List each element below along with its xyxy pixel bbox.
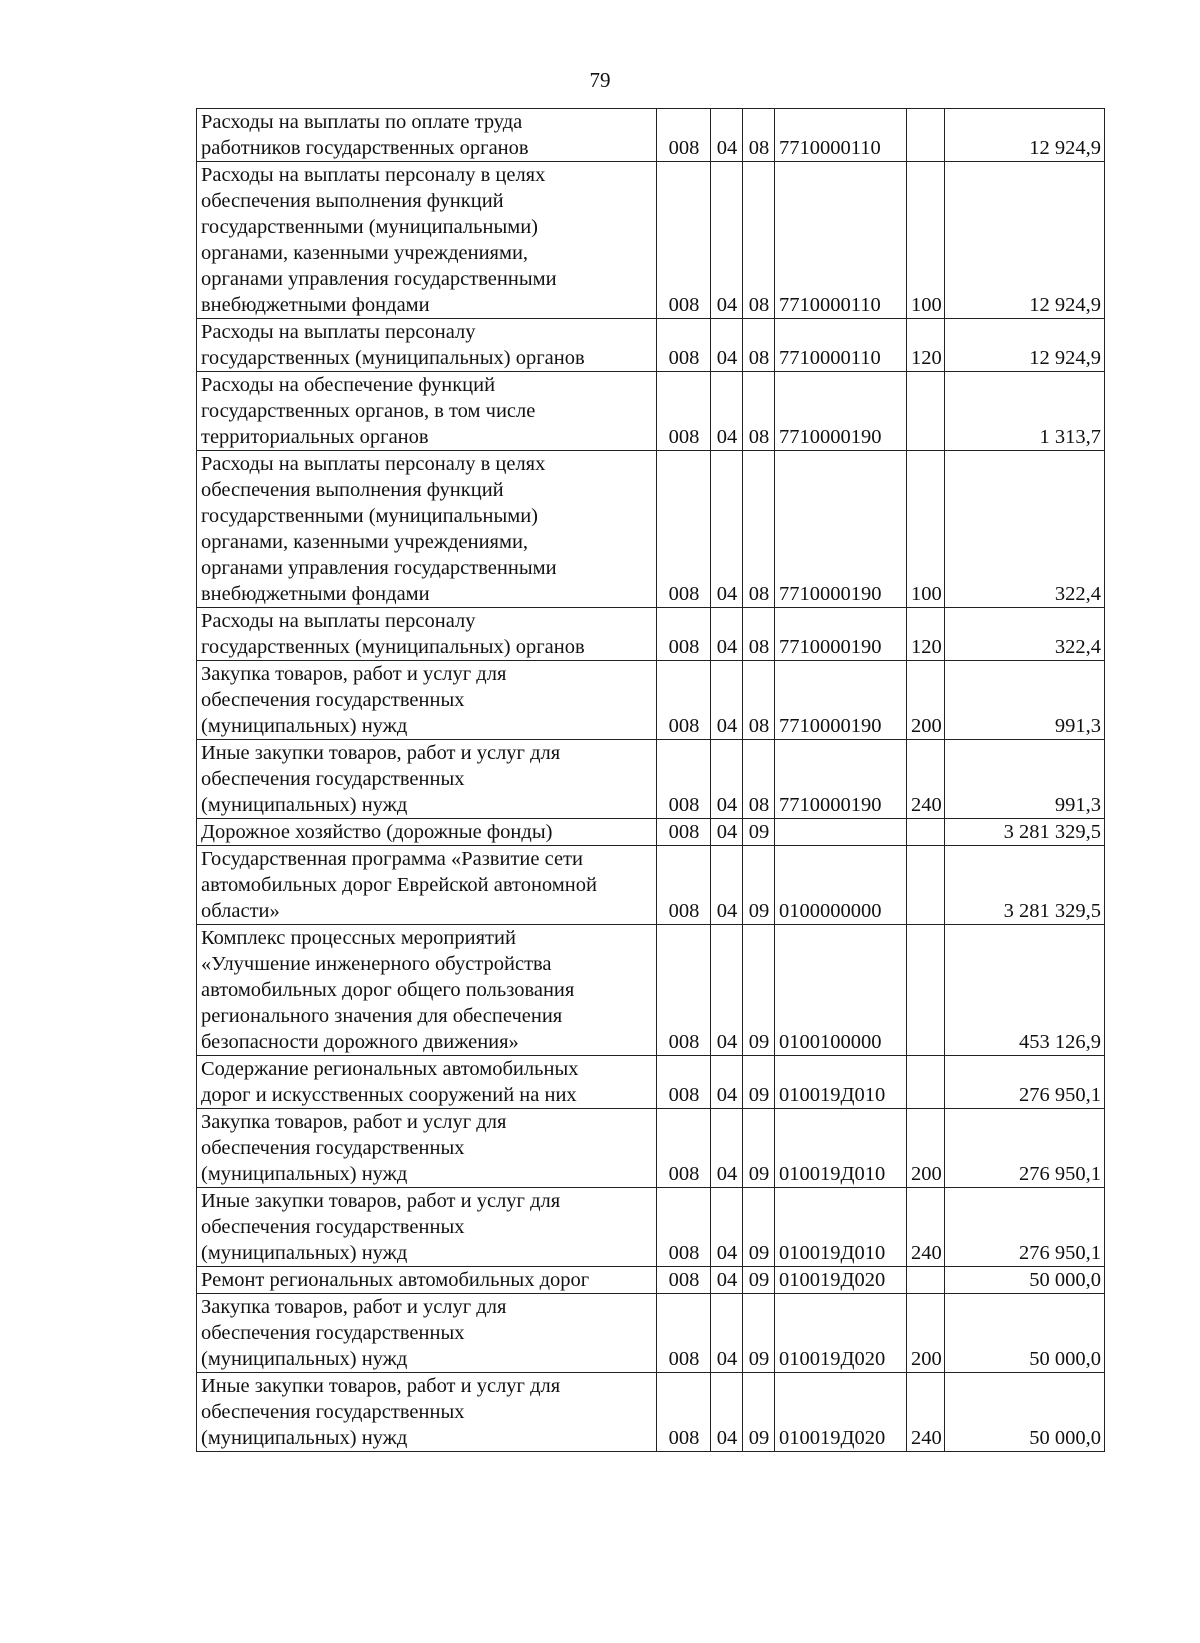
item-name-line: государственными (муниципальными) xyxy=(201,505,538,527)
dept-code-cell: 008 xyxy=(657,819,711,846)
amount-cell: 3 281 329,5 xyxy=(945,819,1105,846)
table-row xyxy=(197,1373,1105,1452)
target-article-cell: 7710000190 xyxy=(775,608,907,661)
item-name-line: Расходы на выплаты персоналу в целях xyxy=(201,453,546,475)
expense-type-cell: 120 xyxy=(907,319,945,372)
item-name-line: Иные закупки товаров, работ и услуг для xyxy=(201,742,561,764)
subsection-cell: 08 xyxy=(743,608,775,661)
section-cell: 04 xyxy=(711,608,743,661)
target-article-cell: 010019Д010 xyxy=(775,1056,907,1109)
expense-type-cell xyxy=(907,372,945,451)
expense-type-cell: 240 xyxy=(907,1373,945,1452)
section-cell: 04 xyxy=(711,451,743,608)
expense-type-cell xyxy=(907,925,945,1056)
item-name-line: территориальных органов xyxy=(201,426,429,448)
item-name-cell xyxy=(197,1267,657,1294)
target-article-cell: 7710000190 xyxy=(775,661,907,740)
amount-cell: 276 950,1 xyxy=(945,1188,1105,1267)
amount-cell: 50 000,0 xyxy=(945,1294,1105,1373)
table-row xyxy=(197,740,1105,819)
expense-type-cell xyxy=(907,819,945,846)
section-cell: 04 xyxy=(711,109,743,162)
item-name-line: (муниципальных) нужд xyxy=(201,715,408,737)
expense-type-cell xyxy=(907,1267,945,1294)
dept-code-cell: 008 xyxy=(657,1294,711,1373)
item-name-cell xyxy=(197,819,657,846)
amount-cell: 3 281 329,5 xyxy=(945,846,1105,925)
item-name-line: (муниципальных) нужд xyxy=(201,1427,408,1449)
section-cell: 04 xyxy=(711,740,743,819)
amount-cell: 12 924,9 xyxy=(945,319,1105,372)
item-name-cell xyxy=(197,1294,657,1373)
target-article-cell: 7710000110 xyxy=(775,319,907,372)
target-article-cell: 7710000190 xyxy=(775,451,907,608)
item-name-line: Дорожное хозяйство (дорожные фонды) xyxy=(201,821,553,843)
expense-type-cell: 200 xyxy=(907,1109,945,1188)
section-cell: 04 xyxy=(711,846,743,925)
amount-cell: 276 950,1 xyxy=(945,1109,1105,1188)
target-article-cell: 010019Д010 xyxy=(775,1109,907,1188)
subsection-cell: 09 xyxy=(743,819,775,846)
subsection-cell: 09 xyxy=(743,1373,775,1452)
item-name-line: Иные закупки товаров, работ и услуг для xyxy=(201,1375,561,1397)
table-row xyxy=(197,608,1105,661)
expense-type-cell: 100 xyxy=(907,162,945,319)
section-cell: 04 xyxy=(711,372,743,451)
expense-type-cell: 120 xyxy=(907,608,945,661)
section-cell: 04 xyxy=(711,1188,743,1267)
item-name-cell xyxy=(197,1109,657,1188)
amount-cell: 322,4 xyxy=(945,608,1105,661)
item-name-cell xyxy=(197,846,657,925)
item-name-line: органами, казенными учреждениями, xyxy=(201,531,529,553)
item-name-line: Ремонт региональных автомобильных дорог xyxy=(201,1269,590,1291)
section-cell: 04 xyxy=(711,925,743,1056)
item-name-cell xyxy=(197,319,657,372)
item-name-cell xyxy=(197,661,657,740)
table-row xyxy=(197,162,1105,319)
dept-code-cell: 008 xyxy=(657,1056,711,1109)
expense-type-cell: 100 xyxy=(907,451,945,608)
item-name-line: обеспечения государственных xyxy=(201,1401,465,1423)
section-cell: 04 xyxy=(711,162,743,319)
target-article-cell: 010019Д020 xyxy=(775,1373,907,1452)
item-name-line: обеспечения выполнения функций xyxy=(201,479,504,501)
section-cell: 04 xyxy=(711,1373,743,1452)
amount-cell: 12 924,9 xyxy=(945,162,1105,319)
table-row xyxy=(197,1267,1105,1294)
target-article-cell: 7710000110 xyxy=(775,109,907,162)
table-row xyxy=(197,1294,1105,1373)
item-name-line: обеспечения государственных xyxy=(201,1322,465,1344)
subsection-cell: 09 xyxy=(743,925,775,1056)
item-name-cell xyxy=(197,109,657,162)
budget-table-body xyxy=(197,109,1105,1452)
item-name-cell xyxy=(197,372,657,451)
item-name-line: Закупка товаров, работ и услуг для xyxy=(201,1111,507,1133)
section-cell: 04 xyxy=(711,661,743,740)
dept-code-cell: 008 xyxy=(657,925,711,1056)
dept-code-cell: 008 xyxy=(657,1267,711,1294)
subsection-cell: 09 xyxy=(743,1109,775,1188)
item-name-line: внебюджетными фондами xyxy=(201,294,430,316)
dept-code-cell: 008 xyxy=(657,846,711,925)
subsection-cell: 08 xyxy=(743,162,775,319)
subsection-cell: 08 xyxy=(743,372,775,451)
target-article-cell: 0100000000 xyxy=(775,846,907,925)
expense-type-cell xyxy=(907,1056,945,1109)
item-name-line: (муниципальных) нужд xyxy=(201,1348,408,1370)
amount-cell: 276 950,1 xyxy=(945,1056,1105,1109)
item-name-line: органами, казенными учреждениями, xyxy=(201,242,529,264)
table-row xyxy=(197,451,1105,608)
item-name-cell xyxy=(197,162,657,319)
amount-cell: 50 000,0 xyxy=(945,1373,1105,1452)
item-name-line: автомобильных дорог Еврейской автономной xyxy=(201,874,597,896)
amount-cell: 991,3 xyxy=(945,661,1105,740)
target-article-cell: 7710000110 xyxy=(775,162,907,319)
item-name-line: «Улучшение инженерного обустройства xyxy=(201,953,552,975)
subsection-cell: 09 xyxy=(743,1294,775,1373)
table-row xyxy=(197,661,1105,740)
dept-code-cell: 008 xyxy=(657,1373,711,1452)
page-number: 79 xyxy=(589,68,611,92)
section-cell: 04 xyxy=(711,319,743,372)
expense-type-cell: 200 xyxy=(907,1294,945,1373)
dept-code-cell: 008 xyxy=(657,608,711,661)
subsection-cell: 09 xyxy=(743,1267,775,1294)
table-row xyxy=(197,372,1105,451)
item-name-cell xyxy=(197,1056,657,1109)
item-name-line: Расходы на выплаты персоналу xyxy=(201,610,476,632)
item-name-line: Иные закупки товаров, работ и услуг для xyxy=(201,1190,561,1212)
item-name-cell xyxy=(197,451,657,608)
target-article-cell: 7710000190 xyxy=(775,372,907,451)
dept-code-cell: 008 xyxy=(657,1109,711,1188)
subsection-cell: 09 xyxy=(743,1056,775,1109)
amount-cell: 1 313,7 xyxy=(945,372,1105,451)
table-row xyxy=(197,1109,1105,1188)
item-name-line: органами управления государственными xyxy=(201,268,557,290)
table-row xyxy=(197,319,1105,372)
dept-code-cell: 008 xyxy=(657,661,711,740)
expense-type-cell: 200 xyxy=(907,661,945,740)
subsection-cell: 09 xyxy=(743,1188,775,1267)
item-name-line: области» xyxy=(201,900,280,922)
dept-code-cell: 008 xyxy=(657,451,711,608)
item-name-line: Содержание региональных автомобильных xyxy=(201,1058,579,1080)
item-name-line: работников государственных органов xyxy=(201,137,529,159)
item-name-line: органами управления государственными xyxy=(201,557,557,579)
subsection-cell: 08 xyxy=(743,319,775,372)
amount-cell: 12 924,9 xyxy=(945,109,1105,162)
item-name-cell xyxy=(197,1373,657,1452)
item-name-line: дорог и искусственных сооружений на них xyxy=(201,1084,577,1106)
dept-code-cell: 008 xyxy=(657,109,711,162)
target-article-cell: 010019Д010 xyxy=(775,1188,907,1267)
item-name-line: государственных (муниципальных) органов xyxy=(201,636,585,658)
item-name-line: регионального значения для обеспечения xyxy=(201,1005,563,1027)
item-name-line: Расходы на выплаты персоналу в целях xyxy=(201,164,546,186)
amount-cell: 991,3 xyxy=(945,740,1105,819)
dept-code-cell: 008 xyxy=(657,319,711,372)
dept-code-cell: 008 xyxy=(657,162,711,319)
section-cell: 04 xyxy=(711,819,743,846)
amount-cell: 453 126,9 xyxy=(945,925,1105,1056)
subsection-cell: 08 xyxy=(743,109,775,162)
expense-type-cell: 240 xyxy=(907,740,945,819)
target-article-cell xyxy=(775,819,907,846)
item-name-line: Государственная программа «Развитие сети xyxy=(201,848,583,870)
section-cell: 04 xyxy=(711,1056,743,1109)
item-name-line: (муниципальных) нужд xyxy=(201,794,408,816)
item-name-line: обеспечения государственных xyxy=(201,1137,465,1159)
table-row xyxy=(197,1188,1105,1267)
subsection-cell: 08 xyxy=(743,661,775,740)
expense-type-cell: 240 xyxy=(907,1188,945,1267)
subsection-cell: 08 xyxy=(743,740,775,819)
dept-code-cell: 008 xyxy=(657,740,711,819)
item-name-line: обеспечения государственных xyxy=(201,689,465,711)
item-name-line: государственных (муниципальных) органов xyxy=(201,347,585,369)
budget-table xyxy=(196,108,1105,1452)
table-row xyxy=(197,925,1105,1056)
item-name-line: Закупка товаров, работ и услуг для xyxy=(201,663,507,685)
item-name-line: Расходы на выплаты по оплате труда xyxy=(201,111,523,133)
item-name-line: Расходы на выплаты персоналу xyxy=(201,321,476,343)
amount-cell: 322,4 xyxy=(945,451,1105,608)
target-article-cell: 010019Д020 xyxy=(775,1294,907,1373)
table-row xyxy=(197,819,1105,846)
item-name-line: автомобильных дорог общего пользования xyxy=(201,979,575,1001)
item-name-line: внебюджетными фондами xyxy=(201,583,430,605)
item-name-line: государственных органов, в том числе xyxy=(201,400,536,422)
subsection-cell: 08 xyxy=(743,451,775,608)
item-name-cell xyxy=(197,608,657,661)
target-article-cell: 0100100000 xyxy=(775,925,907,1056)
item-name-line: Закупка товаров, работ и услуг для xyxy=(201,1296,507,1318)
target-article-cell: 7710000190 xyxy=(775,740,907,819)
item-name-cell xyxy=(197,1188,657,1267)
subsection-cell: 09 xyxy=(743,846,775,925)
section-cell: 04 xyxy=(711,1109,743,1188)
item-name-line: (муниципальных) нужд xyxy=(201,1242,408,1264)
item-name-cell xyxy=(197,925,657,1056)
table-row xyxy=(197,846,1105,925)
expense-type-cell xyxy=(907,109,945,162)
section-cell: 04 xyxy=(711,1267,743,1294)
item-name-line: Комплекс процессных мероприятий xyxy=(201,927,516,949)
item-name-line: обеспечения выполнения функций xyxy=(201,190,504,212)
amount-cell: 50 000,0 xyxy=(945,1267,1105,1294)
expense-type-cell xyxy=(907,846,945,925)
dept-code-cell: 008 xyxy=(657,1188,711,1267)
table-row xyxy=(197,109,1105,162)
table-row xyxy=(197,1056,1105,1109)
item-name-line: Расходы на обеспечение функций xyxy=(201,374,496,396)
item-name-line: безопасности дорожного движения» xyxy=(201,1031,519,1053)
item-name-line: обеспечения государственных xyxy=(201,1216,465,1238)
target-article-cell: 010019Д020 xyxy=(775,1267,907,1294)
dept-code-cell: 008 xyxy=(657,372,711,451)
item-name-cell xyxy=(197,740,657,819)
item-name-line: обеспечения государственных xyxy=(201,768,465,790)
section-cell: 04 xyxy=(711,1294,743,1373)
item-name-line: (муниципальных) нужд xyxy=(201,1163,408,1185)
item-name-line: государственными (муниципальными) xyxy=(201,216,538,238)
